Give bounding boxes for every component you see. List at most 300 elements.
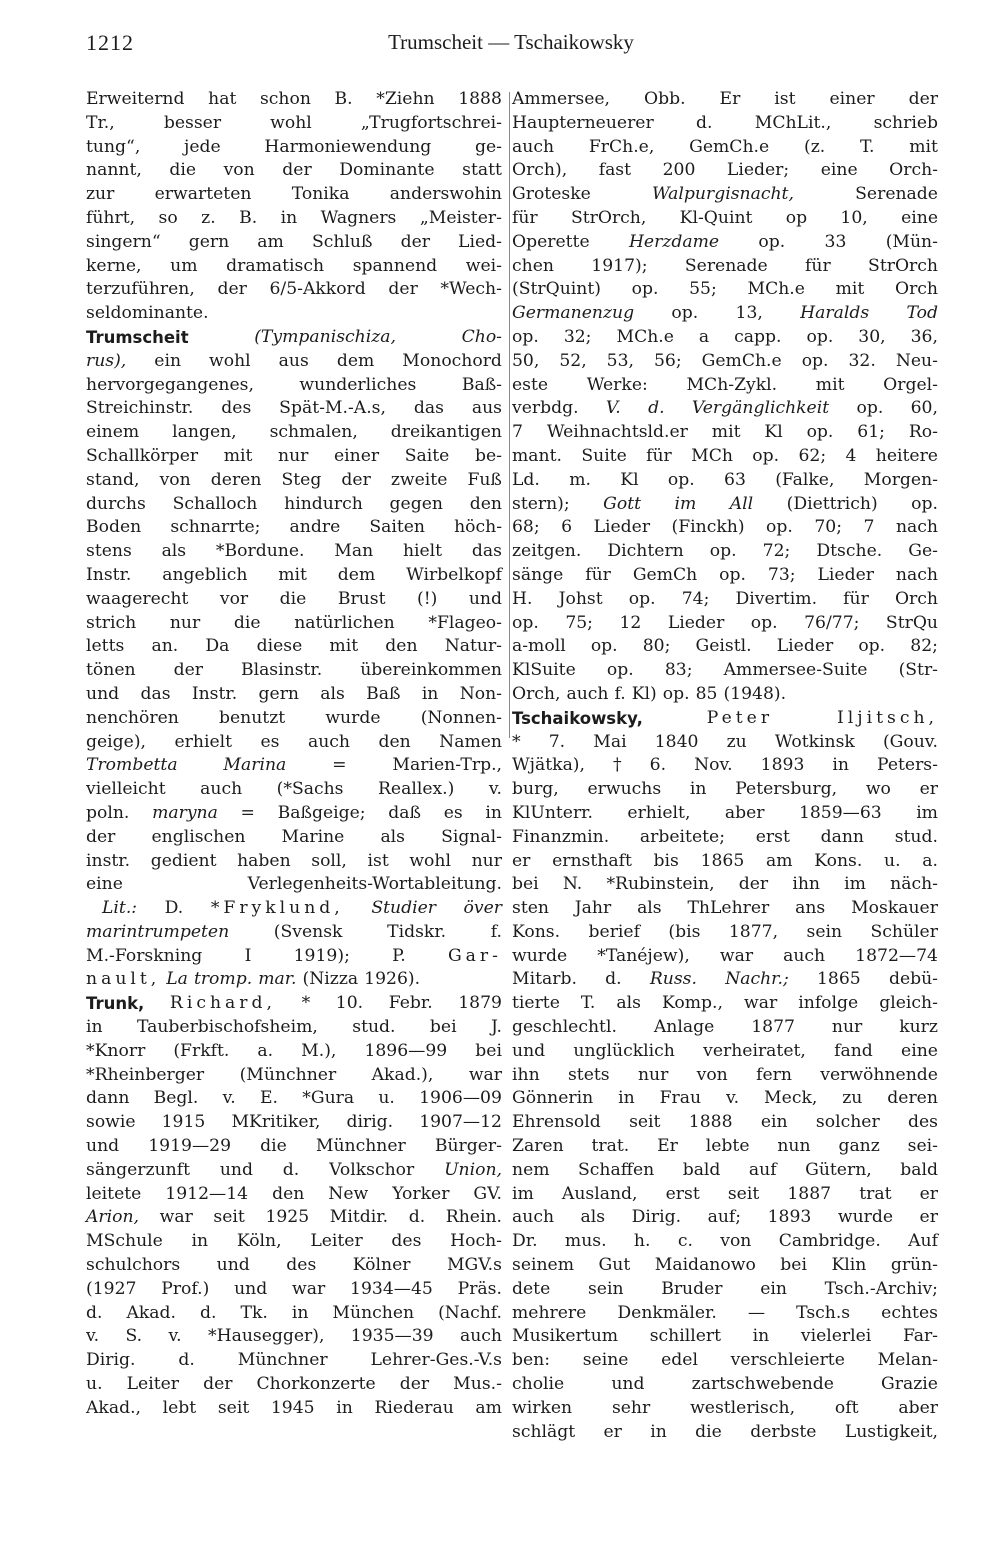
word: 63	[724, 469, 746, 490]
word: tierte	[512, 993, 560, 1014]
word: MKritiker,	[231, 1112, 321, 1133]
word: c.	[677, 1231, 693, 1252]
word: (Finckh)	[671, 517, 745, 538]
word: es	[443, 802, 463, 823]
word: einer	[333, 445, 380, 466]
word: gern	[188, 231, 230, 252]
word: mit	[835, 279, 865, 300]
word: und	[216, 1255, 250, 1276]
word: 7.	[548, 731, 566, 752]
word: vielerlei	[800, 1326, 872, 1347]
word: Wjätka),	[512, 755, 585, 776]
right-column-line	[512, 683, 938, 707]
word: 1888	[688, 1112, 733, 1133]
word: 1917);	[591, 255, 648, 276]
word: *	[301, 993, 311, 1014]
left-column-line	[86, 992, 502, 1016]
word: Reallex.)	[377, 779, 455, 800]
word: letts	[86, 636, 125, 657]
word: 85	[695, 683, 718, 704]
word: in	[618, 1088, 635, 1109]
word: 60,	[910, 398, 938, 419]
word: 1926).	[364, 969, 421, 990]
word: erst	[755, 826, 790, 847]
word: echtes	[881, 1302, 938, 1323]
word: ein	[760, 1112, 788, 1133]
word: Blasinstr.	[240, 660, 323, 681]
word: *Fryklund,	[210, 898, 344, 919]
left-column-line	[86, 707, 502, 731]
word: benutzt	[218, 707, 286, 728]
word: Lehrer-Ges.-V.s	[370, 1350, 502, 1371]
right-column-line	[512, 159, 938, 183]
word: J.	[490, 1017, 502, 1038]
word: seit	[727, 1183, 760, 1204]
word: (Gouv.	[882, 731, 938, 752]
word: S.	[125, 1326, 143, 1347]
word: u.	[378, 1088, 395, 1109]
word: Cho-	[461, 326, 502, 347]
word: ihn	[512, 1064, 540, 1085]
word: Dtsche.	[816, 541, 883, 562]
word: Ehrensold	[512, 1112, 601, 1133]
word: in	[336, 1397, 353, 1418]
word: mit	[909, 136, 938, 157]
word: bei	[780, 1255, 807, 1276]
left-column-line	[86, 1349, 502, 1373]
word: für	[512, 207, 538, 228]
word: Maidanowo	[654, 1255, 756, 1276]
word: dreikantigen	[390, 422, 502, 443]
word: zur	[86, 184, 115, 205]
word: Leiter	[310, 1231, 363, 1252]
left-column-line	[86, 231, 502, 255]
word: er	[512, 850, 531, 871]
word: der	[341, 469, 371, 490]
word: sänge	[512, 564, 564, 585]
word: nun	[777, 1136, 811, 1157]
word: bald	[682, 1159, 721, 1180]
word: d.	[200, 1302, 217, 1323]
word: durchs	[86, 493, 146, 514]
word: des	[221, 398, 252, 419]
word: Febr.	[388, 993, 433, 1014]
word: sten	[512, 898, 549, 919]
word: cholie	[512, 1374, 565, 1395]
word: E.	[260, 1088, 279, 1109]
word: KlSuite	[512, 660, 576, 681]
word: eine	[901, 1040, 938, 1061]
word: der	[282, 160, 312, 181]
word: Orch,	[512, 683, 561, 704]
word: *Rubinstein,	[606, 874, 715, 895]
word: mit	[278, 564, 307, 585]
word: h.	[633, 1231, 651, 1252]
right-column-line	[512, 1325, 938, 1349]
word: Tonika	[291, 184, 350, 205]
word: stens	[86, 541, 132, 562]
word: schon	[259, 89, 311, 109]
word: op.	[628, 588, 656, 609]
word: Riederau	[374, 1397, 454, 1418]
word: trat.	[591, 1136, 630, 1157]
word: Peters-	[877, 755, 938, 776]
word: der	[86, 826, 116, 847]
word: *Wech-	[440, 279, 502, 300]
word: Spät-M.-A.s,	[279, 398, 386, 419]
word: op.	[858, 636, 886, 657]
word: d.	[86, 1302, 103, 1323]
word: *Gura	[302, 1088, 355, 1109]
page-header	[86, 30, 936, 64]
word: verwöhnende	[820, 1064, 938, 1085]
word: und	[512, 1040, 546, 1061]
right-column-line	[512, 968, 938, 992]
word: der	[173, 660, 203, 681]
word: Divertim.	[735, 588, 818, 609]
word: Tk.	[240, 1302, 268, 1323]
word: 200	[662, 160, 696, 181]
word: er	[919, 779, 938, 800]
word: geige),	[86, 731, 147, 752]
word: in	[280, 207, 298, 228]
word: 13,	[735, 303, 763, 324]
word: MCh	[691, 445, 733, 466]
word: 68;	[512, 517, 540, 538]
word: eine	[820, 160, 858, 181]
right-column-line	[512, 302, 938, 326]
word: Rhein.	[445, 1207, 502, 1228]
left-column-line	[86, 136, 502, 160]
word: den	[385, 636, 418, 657]
word: 1840	[654, 731, 699, 752]
left-column-line	[86, 255, 502, 279]
word: Obb.	[644, 89, 686, 109]
word: in	[86, 1017, 103, 1038]
word: (!)	[416, 588, 438, 609]
word: Instr.	[86, 564, 132, 585]
word: Brust	[337, 588, 386, 609]
word: op.	[750, 612, 778, 633]
word: u.	[884, 850, 901, 871]
word: Geistl.	[695, 636, 752, 657]
word: „Meister-	[419, 207, 502, 228]
word: einer	[829, 89, 875, 109]
word: Akad.	[126, 1302, 177, 1323]
word: schrieb	[873, 112, 938, 133]
word: MChLit.,	[754, 112, 832, 133]
word: GemCh.e	[701, 350, 782, 371]
word: op.	[662, 683, 690, 704]
word: Zaren	[512, 1136, 564, 1157]
right-column-line	[512, 778, 938, 802]
word: dann	[820, 826, 864, 847]
word: =	[332, 755, 347, 776]
word: in	[752, 1326, 770, 1347]
word: D.	[164, 898, 184, 919]
left-column-line	[86, 564, 502, 588]
word: hervorgegangenes,	[86, 374, 254, 395]
word: Chorkonzerte	[256, 1374, 376, 1395]
word: †	[613, 755, 622, 776]
word: zweite	[390, 469, 448, 490]
word: Johst	[558, 588, 603, 609]
word: T.	[860, 136, 875, 157]
word: nannt,	[86, 160, 142, 181]
word: von	[223, 160, 255, 181]
word: als	[161, 541, 187, 562]
word: als	[616, 993, 641, 1014]
word: als	[320, 683, 345, 704]
left-column-line	[86, 350, 502, 374]
word: bis	[653, 850, 679, 871]
word: daß	[388, 802, 422, 823]
left-column-line	[86, 683, 502, 707]
word: 36,	[910, 326, 938, 347]
word: den	[469, 493, 502, 514]
right-column-line	[512, 421, 938, 445]
right-column-line	[512, 564, 938, 588]
word: MCh.e	[616, 326, 674, 347]
word: Moskauer	[851, 898, 938, 919]
word: zu	[726, 731, 747, 752]
word: in	[485, 802, 502, 823]
word: m.	[569, 469, 591, 490]
right-column-line	[512, 1302, 938, 1326]
right-column-line	[512, 1111, 938, 1135]
word: v.	[488, 779, 502, 800]
word: am	[475, 1397, 502, 1418]
word: Erweiternd	[86, 89, 185, 109]
word: auch	[783, 945, 826, 966]
word: op.	[856, 398, 884, 419]
word: Finanzmin.	[512, 826, 610, 847]
left-column-line	[86, 850, 502, 874]
word: mit	[223, 445, 253, 466]
word: (Nonnen-	[420, 707, 502, 728]
left-column-line	[86, 1230, 502, 1254]
right-column-line	[512, 992, 938, 1016]
left-column-line	[86, 1325, 502, 1349]
word: op.	[631, 279, 659, 300]
word: erst	[665, 1183, 700, 1204]
word: gedient	[150, 850, 217, 871]
word: erhielt	[174, 731, 233, 752]
word: StrQu	[885, 612, 938, 633]
right-column-line	[512, 1254, 938, 1278]
word: war	[744, 993, 778, 1014]
word: bei	[429, 1017, 457, 1038]
word: Germanenzug	[512, 303, 635, 324]
word: v.	[725, 1088, 740, 1109]
word: 76/77;	[804, 612, 860, 633]
right-column-line	[512, 255, 938, 279]
word: hat	[208, 89, 237, 109]
word: aus	[278, 350, 309, 371]
word: kurz	[899, 1017, 938, 1038]
word: englischen	[151, 826, 246, 847]
word: 1912—14	[165, 1183, 249, 1204]
word: 1888	[458, 89, 502, 109]
word: tromp.	[193, 969, 253, 990]
word: (Tympanischiza,	[254, 326, 396, 347]
word: „Trugfortschrei-	[360, 112, 502, 133]
word: Namen	[439, 731, 502, 752]
word: des	[391, 1231, 422, 1252]
word: =	[240, 802, 255, 823]
word: 74;	[681, 588, 710, 609]
word: schnarrte;	[170, 517, 261, 538]
word: von	[159, 469, 191, 490]
word: jede	[184, 136, 221, 157]
word: Harmoniewendung	[264, 136, 432, 157]
word: Marien-Trp.,	[392, 755, 502, 776]
word: StrOrch	[868, 255, 938, 276]
word: sowie	[86, 1112, 136, 1133]
word: Schluß	[311, 231, 373, 252]
word: aber	[898, 1397, 938, 1418]
word: 4	[845, 445, 857, 466]
word: N.	[562, 874, 583, 895]
word: auch	[512, 136, 555, 157]
word: M.),	[301, 1040, 337, 1061]
word: die	[279, 588, 307, 609]
word: 1879	[458, 993, 502, 1014]
word: an.	[151, 636, 179, 657]
word: B.	[239, 207, 258, 228]
word: Ammersee-Suite	[723, 660, 868, 681]
word: Tsch.-Archiv;	[824, 1278, 938, 1299]
word: 10,	[840, 207, 868, 228]
word: Richard,	[169, 993, 276, 1014]
word: auch	[512, 1207, 555, 1228]
word: MSchule	[86, 1231, 163, 1252]
word: poln.	[86, 802, 130, 823]
word: kerne,	[86, 255, 142, 276]
word: Tod	[906, 303, 938, 324]
word: 1915	[161, 1112, 206, 1133]
word: op.	[766, 517, 793, 538]
word: auch	[307, 731, 350, 752]
word: rus),	[86, 350, 127, 371]
word: besser	[163, 112, 222, 133]
left-column-line	[86, 1159, 502, 1183]
word: Arion,	[86, 1207, 140, 1228]
word: nur	[471, 850, 502, 871]
word: Steg	[281, 469, 322, 490]
word: Orch	[894, 279, 938, 300]
word: d.	[695, 112, 713, 133]
word: marintrumpeten	[86, 921, 230, 942]
word: 1919—29	[148, 1136, 232, 1157]
word: 1906—09	[419, 1088, 502, 1109]
word: Operette	[512, 231, 590, 252]
right-column-line	[512, 897, 938, 921]
word: Dirig.	[631, 1207, 682, 1228]
word: Werke:	[586, 374, 648, 395]
word: instr.	[86, 850, 131, 871]
word: infolge	[798, 993, 859, 1014]
right-column-line	[512, 1206, 938, 1230]
word: op.	[606, 660, 634, 681]
word: Streichinstr.	[86, 398, 194, 419]
word: diese	[256, 636, 303, 657]
word: dete	[512, 1278, 551, 1299]
word: dann	[86, 1088, 130, 1109]
word: 61;	[857, 422, 885, 443]
word: StrOrch,	[570, 207, 647, 228]
right-column-line	[512, 731, 938, 755]
word: nur	[831, 1017, 863, 1038]
word: mit	[815, 374, 845, 395]
word: seldominante.	[86, 303, 209, 324]
word: Lit.:	[102, 898, 138, 919]
word: d.	[605, 969, 622, 990]
word: für	[646, 445, 672, 466]
word: stern);	[512, 493, 570, 514]
left-column-line	[86, 1254, 502, 1278]
word: hielt	[402, 541, 443, 562]
word: seit	[213, 1207, 245, 1228]
word: Dichtern	[607, 541, 684, 562]
left-column-line	[86, 183, 502, 207]
word: zeitgen.	[512, 541, 582, 562]
right-column-line	[512, 635, 938, 659]
right-column-line	[512, 1230, 938, 1254]
word: war	[468, 1064, 502, 1085]
word: nenchören	[86, 707, 179, 728]
word: schlägt	[512, 1421, 576, 1442]
word: 7	[512, 422, 523, 443]
word: Frau	[659, 1088, 702, 1109]
word: sehr	[611, 1397, 651, 1418]
word: Lieder	[593, 517, 651, 538]
word: übereinkommen	[360, 660, 502, 681]
word: langen,	[172, 422, 237, 443]
word: op.	[758, 231, 786, 252]
word: ernsthaft	[552, 850, 632, 871]
word: lebte	[705, 1136, 750, 1157]
right-column-line	[512, 1278, 938, 1302]
word: op.	[719, 564, 746, 585]
word: Er	[657, 1136, 678, 1157]
word: mit	[329, 636, 359, 657]
word: Mitdir.	[329, 1207, 389, 1228]
word: Kl-Quint	[679, 207, 753, 228]
word: als	[380, 826, 406, 847]
word: leitete	[86, 1183, 142, 1204]
word: maryna	[152, 802, 218, 823]
word: Gönnerin	[512, 1088, 594, 1109]
word: 7	[863, 517, 875, 538]
word: Dominante	[339, 160, 435, 181]
word: a	[698, 326, 710, 347]
word: Schallkörper	[86, 445, 199, 466]
word: d.	[408, 1207, 426, 1228]
word: Marine	[281, 826, 345, 847]
left-column-line	[86, 1040, 502, 1064]
word: soll,	[311, 850, 347, 871]
word: Signal-	[441, 826, 502, 847]
word: chen	[512, 255, 554, 276]
right-column-line	[512, 802, 938, 826]
left-column-line	[86, 897, 502, 921]
word: f.	[490, 921, 502, 942]
word: berief	[588, 921, 640, 942]
word: und	[611, 1374, 645, 1395]
left-column-line	[86, 88, 502, 112]
word: este	[512, 374, 549, 395]
